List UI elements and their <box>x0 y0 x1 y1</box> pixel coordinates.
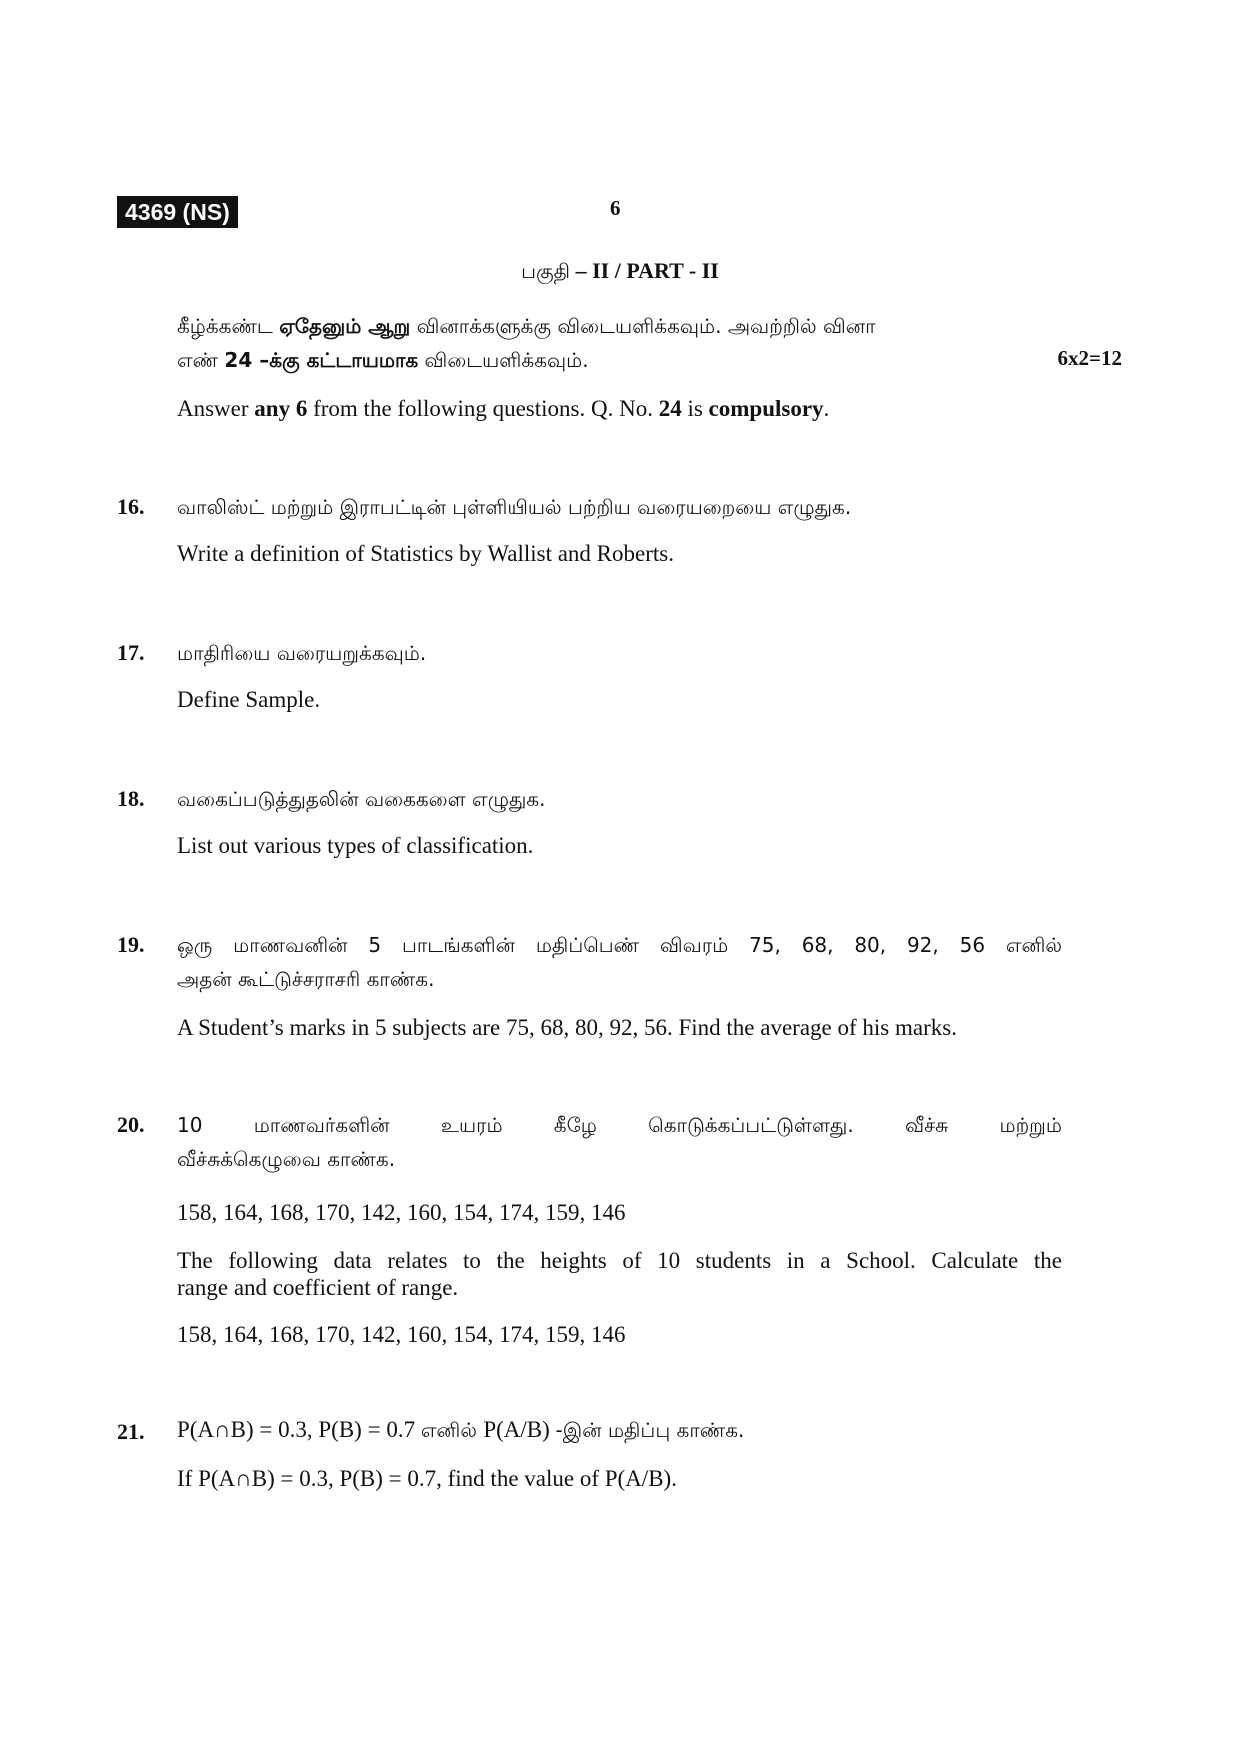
part-heading-tamil: பகுதி <box>521 259 571 283</box>
question-number: 16. <box>117 494 145 519</box>
question-data-values: 158, 164, 168, 170, 142, 160, 154, 174, 159, 146 <box>177 1200 626 1225</box>
question-english: Define Sample. <box>177 687 321 712</box>
question-number: 19. <box>117 932 145 957</box>
question-mixed <box>177 1417 744 1445</box>
instruction-text: Answer <box>177 396 255 421</box>
question-tamil: -இன் மதிப்பு காண்க. <box>555 1418 745 1442</box>
marks-allocation: 6x2=12 <box>1057 346 1122 370</box>
part-heading <box>0 258 1240 286</box>
instruction-emphasis: ஏதேனும் ஆறு <box>279 314 411 338</box>
instruction-text: is <box>681 396 709 421</box>
question-english-line1: The following data relates to the heights of 10 students in a School. Calculate the <box>177 1248 1062 1273</box>
question-number: 21. <box>117 1419 145 1444</box>
instruction-emphasis: any 6 <box>254 396 308 421</box>
instruction-emphasis: 24 –க்கு கட்டாயமாக <box>224 348 419 372</box>
question-tamil: மாதிரியை வரையறுக்கவும். <box>177 641 427 665</box>
question-english-line2: range and coefficient of range. <box>177 1275 459 1300</box>
paper-code-badge: 4369 (NS) <box>117 196 238 228</box>
question-english: A Student’s marks in 5 subjects are 75, 68, 80, 92, 56. Find the average of his marks. <box>177 1015 957 1040</box>
question-tamil: எனில் <box>420 1418 484 1442</box>
instruction-tamil-line1 <box>177 314 876 341</box>
instruction-emphasis: 24 <box>658 396 682 421</box>
question-number: 18. <box>117 786 145 811</box>
question-english: List out various types of classification. <box>177 833 534 858</box>
part-heading-english: – II / PART - II <box>570 258 719 283</box>
question-tamil-line1: ஒரு மாணவனின் 5 பாடங்களின் மதிப்பெண் விவரம் 75, 68, 80, 92, 56 எனில் <box>177 933 1062 957</box>
instruction-text: வினாக்களுக்கு விடையளிக்கவும். அவற்றில் வினா <box>410 314 876 338</box>
question-english: If P(A∩B) = 0.3, P(B) = 0.7, find the value of P(A/B). <box>177 1466 677 1491</box>
page-number: 6 <box>610 196 621 220</box>
question-number: 20. <box>117 1112 145 1137</box>
question-english: Write a definition of Statistics by Wallist and Roberts. <box>177 541 674 566</box>
instruction-text: கீழ்க்கண்ட <box>177 314 280 338</box>
question-number: 17. <box>117 640 145 665</box>
instruction-tamil-line2 <box>177 348 589 375</box>
instruction-text: விடையளிக்கவும். <box>418 348 589 372</box>
question-tamil-line1: 10 மாணவர்களின் உயரம் கீழே கொடுக்கப்பட்டுள்ளது. வீச்சு மற்றும் <box>177 1113 1062 1137</box>
question-tamil: வகைப்படுத்துதலின் வகைகளை எழுதுக. <box>177 787 546 811</box>
instruction-text: எண் <box>177 348 225 372</box>
instruction-emphasis: compulsory <box>708 396 824 421</box>
question-tamil: வாலிஸ்ட் மற்றும் இராபட்டின் புள்ளியியல் பற்றிய வரையறையை எழுதுக. <box>177 495 852 519</box>
question-data-values: 158, 164, 168, 170, 142, 160, 154, 174, 159, 146 <box>177 1322 626 1347</box>
instruction-english <box>177 396 829 422</box>
question-tamil-line2: வீச்சுக்கெழுவை காண்க. <box>177 1147 396 1171</box>
question-math: P(A∩B) = 0.3, P(B) = 0.7 <box>177 1417 421 1442</box>
question-math: P(A/B) <box>483 1417 556 1442</box>
instruction-text: from the following questions. Q. No. <box>307 396 659 421</box>
question-tamil-line2: அதன் கூட்டுச்சராசரி காண்க. <box>177 967 435 991</box>
instruction-text: . <box>823 396 830 421</box>
